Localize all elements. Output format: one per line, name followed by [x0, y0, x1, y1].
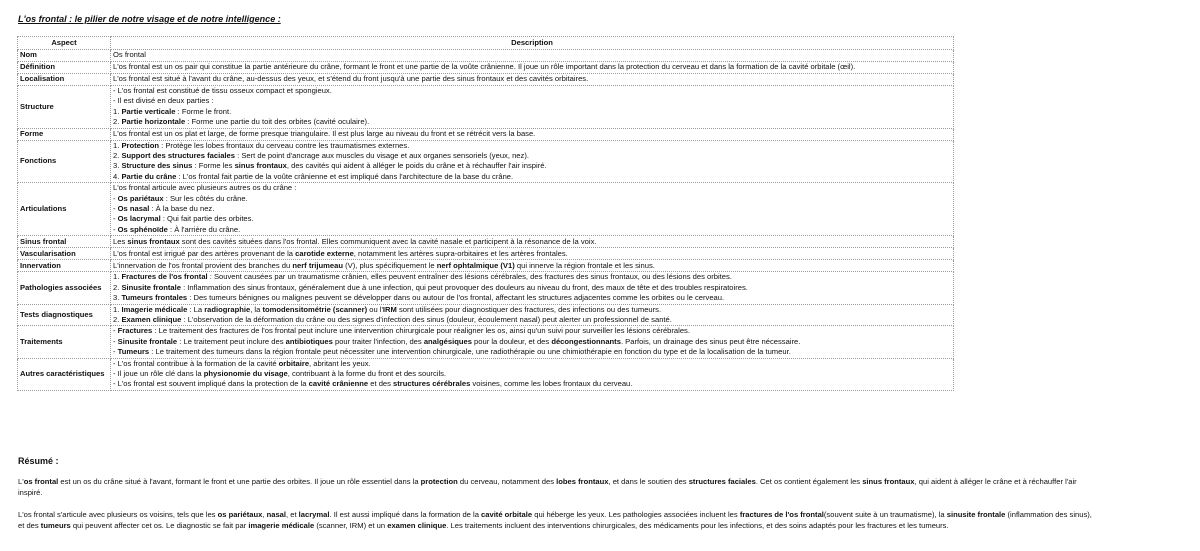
table-row	[18, 272, 954, 304]
text-segment: L'os frontal est un os plat et large, de forme presque triangulaire. Il est plus large au niveau du front et se rétrécit vers la base.	[113, 128, 536, 138]
text-segment: . Cet os contient également les	[755, 477, 863, 486]
bold-text: Os pariétaux	[117, 193, 164, 203]
table-row	[18, 248, 954, 260]
bold-text: Sinusite frontale	[121, 282, 181, 292]
text-segment: pour la douleur, et des	[471, 336, 552, 346]
text-segment: , des cavités qui aident à alléger le poids du crâne et à réchauffer l'air inspiré.	[286, 161, 547, 171]
description-cell	[111, 62, 954, 74]
table-row	[18, 183, 954, 236]
text-segment: -	[113, 214, 118, 224]
text-segment: : Le traitement peut inclure des	[177, 336, 286, 346]
bold-text: antibiotiques	[285, 336, 333, 346]
bold-text: Os lacrymal	[117, 214, 161, 224]
description-line	[113, 283, 951, 293]
description-cell	[111, 86, 954, 129]
text-segment: (souvent suite à un traumatisme), la	[823, 510, 947, 519]
bold-text: sinus frontaux	[234, 161, 287, 171]
description-line	[113, 50, 951, 60]
description-line	[113, 96, 951, 106]
description-line	[113, 214, 951, 224]
text-segment: et des	[368, 379, 394, 389]
bold-text: tumeurs	[40, 521, 71, 530]
text-segment: qui innerve la région frontale et les sinus.	[514, 260, 655, 270]
text-segment: -	[113, 347, 118, 357]
table-row	[18, 50, 954, 62]
text-segment: L'	[18, 477, 24, 486]
text-segment: (inflammation des sinus), et des	[18, 510, 1092, 530]
text-segment: : Qui fait partie des orbites.	[160, 214, 254, 224]
description-line	[113, 161, 951, 171]
text-segment: - Il joue un rôle clé dans la	[113, 368, 204, 378]
bold-text: lobes frontaux	[556, 477, 609, 486]
bold-text: os frontal	[23, 477, 59, 486]
description-cell	[111, 272, 954, 304]
text-segment: : À l'arrière du crâne.	[167, 224, 241, 234]
description-cell	[111, 326, 954, 358]
aspect-cell: Nom	[18, 50, 111, 62]
description-line	[113, 237, 951, 247]
bold-text: Tumeurs	[117, 347, 150, 357]
text-segment: : Sur les côtés du crâne.	[163, 193, 248, 203]
aspect-cell: Innervation	[18, 260, 111, 272]
text-segment: sont des cavités situées dans l'os frontal. Elles communiquent avec la cavité nasale et participent à la résonance de la voix.	[179, 236, 597, 246]
text-segment: 1.	[113, 272, 122, 282]
bold-text: lacrymal	[298, 510, 330, 519]
description-line	[113, 293, 951, 303]
header-aspect: Aspect	[18, 37, 111, 50]
bold-text: radiographie	[204, 304, 251, 314]
text-segment: (V), plus spécifiquement le	[343, 260, 437, 270]
bold-text: Partie horizontale	[121, 117, 186, 127]
text-segment: . Il est aussi impliqué dans la formation de la	[329, 510, 482, 519]
text-segment: 1.	[113, 106, 122, 116]
bold-text: Examen clinique	[121, 314, 182, 324]
text-segment: : Forme le front.	[175, 106, 232, 116]
aspect-cell: Vascularisation	[18, 248, 111, 260]
bold-text: décongestionnants	[551, 336, 621, 346]
text-segment: , la	[250, 304, 263, 314]
bold-text: sinusite frontale	[946, 510, 1006, 519]
text-segment: : L'os frontal fait partie de la voûte crânienne et est impliqué dans l'architecture de la base du crâne.	[176, 171, 514, 181]
description-line	[113, 117, 951, 127]
text-segment: -	[113, 336, 118, 346]
bold-text: protection	[420, 477, 458, 486]
table-row	[18, 358, 954, 390]
summary-title: Résumé :	[18, 456, 59, 466]
description-line	[113, 379, 951, 389]
description-cell	[111, 183, 954, 236]
aspect-cell: Définition	[18, 62, 111, 74]
bold-text: Os nasal	[117, 204, 150, 214]
description-cell	[111, 248, 954, 260]
table-row	[18, 326, 954, 358]
description-line	[113, 225, 951, 235]
text-segment: : Protège les lobes frontaux du cerveau contre les traumatismes externes.	[159, 140, 410, 150]
table-row	[18, 260, 954, 272]
text-segment: -	[113, 204, 118, 214]
description-cell	[111, 236, 954, 248]
description-cell	[111, 260, 954, 272]
aspect-cell: Fonctions	[18, 140, 111, 183]
description-line	[113, 86, 951, 96]
summary-paragraph-2	[18, 509, 1096, 531]
text-segment: , notamment les artères supra-orbitaires et les artères frontales.	[353, 248, 568, 258]
text-segment: 4.	[113, 171, 122, 181]
bold-text: fractures de l'os frontal	[739, 510, 824, 519]
text-segment: (scanner, IRM) et un	[314, 521, 388, 530]
table-row	[18, 304, 954, 326]
description-line	[113, 337, 951, 347]
text-segment: L'innervation de l'os frontal provient des branches du	[113, 260, 293, 270]
text-segment: - Il est divisé en deux parties :	[113, 96, 214, 106]
text-segment: : La	[187, 304, 205, 314]
description-line	[113, 129, 951, 139]
text-segment: - L'os frontal est souvent impliqué dans la protection de la	[113, 379, 309, 389]
bold-text: Partie du crâne	[121, 171, 177, 181]
table-row	[18, 86, 954, 129]
bold-text: analgésiques	[423, 336, 472, 346]
bold-text: sinus frontaux	[862, 477, 915, 486]
text-segment: 2.	[113, 282, 122, 292]
bold-text: orbitaire	[278, 358, 310, 368]
bold-text: Os sphénoïde	[117, 224, 168, 234]
text-segment: : Forme les	[192, 161, 235, 171]
text-segment: sont utilisées pour diagnostiquer des fractures, des infections ou des tumeurs.	[396, 304, 662, 314]
aspect-cell: Autres caractéristiques	[18, 358, 111, 390]
bold-text: structures cérébrales	[393, 379, 471, 389]
info-table	[17, 36, 954, 391]
description-line	[113, 62, 951, 72]
bold-text: Imagerie médicale	[121, 304, 188, 314]
text-segment: , contribuant à la forme du front et des sourcils.	[287, 368, 447, 378]
description-line	[113, 183, 951, 193]
text-segment: : À la base du nez.	[149, 204, 215, 214]
text-segment: , et	[286, 510, 299, 519]
description-cell	[111, 74, 954, 86]
text-segment: voisines, comme les lobes frontaux du cerveau.	[470, 379, 633, 389]
text-segment: qui héberge les yeux. Les pathologies associées incluent les	[532, 510, 740, 519]
aspect-cell: Structure	[18, 86, 111, 129]
text-segment: ou l'	[367, 304, 383, 314]
table-row	[18, 128, 954, 140]
bold-text: sinus frontaux	[127, 236, 180, 246]
bold-text: physionomie du visage	[203, 368, 288, 378]
header-description: Description	[111, 37, 954, 50]
aspect-cell: Localisation	[18, 74, 111, 86]
text-segment: : Inflammation des sinus frontaux, généralement due à une infection, qui peut provoquer des douleurs au niveau du front, des maux de tête et des troubles respiratoires.	[180, 282, 748, 292]
bold-text: tomodensitométrie (scanner)	[262, 304, 368, 314]
description-line	[113, 107, 951, 117]
document-title: L'os frontal : le pilier de notre visage et de notre intelligence :	[18, 14, 281, 24]
description-line	[113, 172, 951, 182]
text-segment: : Sert de point d'ancrage aux muscles du visage et aux organes sensoriels (yeux, nez).	[234, 151, 529, 161]
bold-text: structures faciales	[688, 477, 756, 486]
text-segment: L'os frontal s'articule avec plusieurs os voisins, tels que les	[18, 510, 218, 519]
description-cell	[111, 304, 954, 326]
text-segment: Os frontal	[113, 50, 146, 60]
description-cell	[111, 128, 954, 140]
bold-text: nerf trijumeau	[292, 260, 343, 270]
table-row	[18, 62, 954, 74]
bold-text: Fractures	[117, 326, 153, 336]
text-segment: . Les traitements incluent des interventions chirurgicales, des médicaments pour les infections, et des soins adaptés pour les fractures et les tumeurs.	[446, 521, 949, 530]
bold-text: Sinusite frontale	[117, 336, 178, 346]
description-line	[113, 315, 951, 325]
text-segment: : Souvent causées par un traumatisme crânien, elles peuvent entraîner des lésions cérébrales, des fractures des sinus frontaux, ou des lésions des orbites.	[207, 272, 732, 282]
description-line	[113, 204, 951, 214]
text-segment: du cerveau, notamment des	[457, 477, 557, 486]
aspect-cell: Articulations	[18, 183, 111, 236]
aspect-cell: Traitements	[18, 326, 111, 358]
table-header-row	[18, 37, 954, 50]
text-segment: : Des tumeurs bénignes ou malignes peuvent se développer dans ou autour de l'os frontal, affectant les structures adjacentes comme les orbites ou le cerveau.	[187, 293, 725, 303]
text-segment: 2.	[113, 314, 122, 324]
bold-text: IRM	[382, 304, 397, 314]
summary-paragraph-1	[18, 476, 1096, 498]
bold-text: nasal	[266, 510, 286, 519]
text-segment: , qui aident à alléger le crâne et à réchauffer l'air inspiré.	[18, 477, 1077, 497]
text-segment: 2.	[113, 151, 122, 161]
table-body	[18, 50, 954, 391]
bold-text: os pariétaux	[217, 510, 263, 519]
text-segment: -	[113, 224, 118, 234]
bold-text: cavité orbitale	[481, 510, 533, 519]
bold-text: examen clinique	[387, 521, 447, 530]
description-line	[113, 359, 951, 369]
text-segment: 1.	[113, 140, 122, 150]
bold-text: Fractures de l'os frontal	[121, 272, 208, 282]
description-line	[113, 249, 951, 259]
description-cell	[111, 140, 954, 183]
table-row	[18, 74, 954, 86]
text-segment: . Parfois, un drainage des sinus peut être nécessaire.	[620, 336, 801, 346]
bold-text: cavité crânienne	[308, 379, 369, 389]
table-row	[18, 236, 954, 248]
text-segment: 3.	[113, 161, 122, 171]
text-segment: 1.	[113, 304, 122, 314]
bold-text: Tumeurs frontales	[121, 293, 188, 303]
description-line	[113, 151, 951, 161]
table-row	[18, 140, 954, 183]
text-segment: est un os du crâne situé à l'avant, formant le front et une partie des orbites. Il joue un rôle essentiel dans la	[58, 477, 421, 486]
text-segment: ,	[262, 510, 267, 519]
text-segment: -	[113, 326, 118, 336]
text-segment: L'os frontal est situé à l'avant du crâne, au-dessus des yeux, et s'étend du front jusqu'à une partie des sinus frontaux et des cavités orbitaires.	[113, 74, 589, 84]
text-segment: - L'os frontal contribue à la formation de la cavité	[113, 358, 279, 368]
description-line	[113, 194, 951, 204]
text-segment: , et dans le soutien des	[608, 477, 689, 486]
aspect-cell: Tests diagnostiques	[18, 304, 111, 326]
text-segment: - L'os frontal est constitué de tissu osseux compact et spongieux.	[113, 86, 332, 95]
description-line	[113, 261, 951, 271]
description-line	[113, 326, 951, 336]
description-cell	[111, 358, 954, 390]
text-segment: Les	[113, 236, 128, 246]
text-segment: 3.	[113, 293, 122, 303]
description-line	[113, 369, 951, 379]
description-line	[113, 347, 951, 357]
text-segment: L'os frontal est un os pair qui constitue la partie antérieure du crâne, formant le front et une partie de la voûte crânienne. Il joue un rôle important dans la protection du cerveau et dans la formation de la cavité orbitale (œil).	[113, 62, 856, 72]
text-segment: pour traiter l'infection, des	[332, 336, 424, 346]
bold-text: carotide externe	[295, 248, 354, 258]
text-segment: , abritant les yeux.	[309, 358, 371, 368]
description-line	[113, 74, 951, 84]
aspect-cell: Pathologies associées	[18, 272, 111, 304]
text-segment: L'os frontal articule avec plusieurs autres os du crâne :	[113, 183, 297, 193]
text-segment: : Le traitement des tumeurs dans la région frontale peut nécessiter une intervention chirurgicale, une radiothérapie ou une chimiothérapie en fonction du type et de la localisation de la tumeur.	[149, 347, 791, 357]
text-segment: : Forme une partie du toit des orbites (cavité oculaire).	[185, 117, 370, 127]
description-line	[113, 272, 951, 282]
bold-text: nerf ophtalmique (V1)	[436, 260, 515, 270]
aspect-cell: Forme	[18, 128, 111, 140]
aspect-cell: Sinus frontal	[18, 236, 111, 248]
bold-text: Protection	[121, 140, 160, 150]
bold-text: Partie verticale	[121, 106, 176, 116]
bold-text: imagerie médicale	[248, 521, 315, 530]
text-segment: : L'observation de la déformation du crâne ou des signes d'infection des sinus (douleur, écoulement nasal) peut alerter un professionnel de santé.	[181, 314, 672, 324]
text-segment: L'os frontal est irrigué par des artères provenant de la	[113, 248, 296, 258]
text-segment: -	[113, 193, 118, 203]
bold-text: Structure des sinus	[121, 161, 193, 171]
bold-text: Support des structures faciales	[121, 151, 235, 161]
description-line	[113, 141, 951, 151]
text-segment: : Le traitement des fractures de l'os frontal peut inclure une intervention chirurgicale pour réaligner les os, ainsi qu'un suivi pour surveiller les lésions cérébrales.	[152, 326, 690, 336]
text-segment: qui peuvent affecter cet os. Le diagnostic se fait par	[70, 521, 249, 530]
text-segment: 2.	[113, 117, 122, 127]
description-line	[113, 305, 951, 315]
description-cell	[111, 50, 954, 62]
